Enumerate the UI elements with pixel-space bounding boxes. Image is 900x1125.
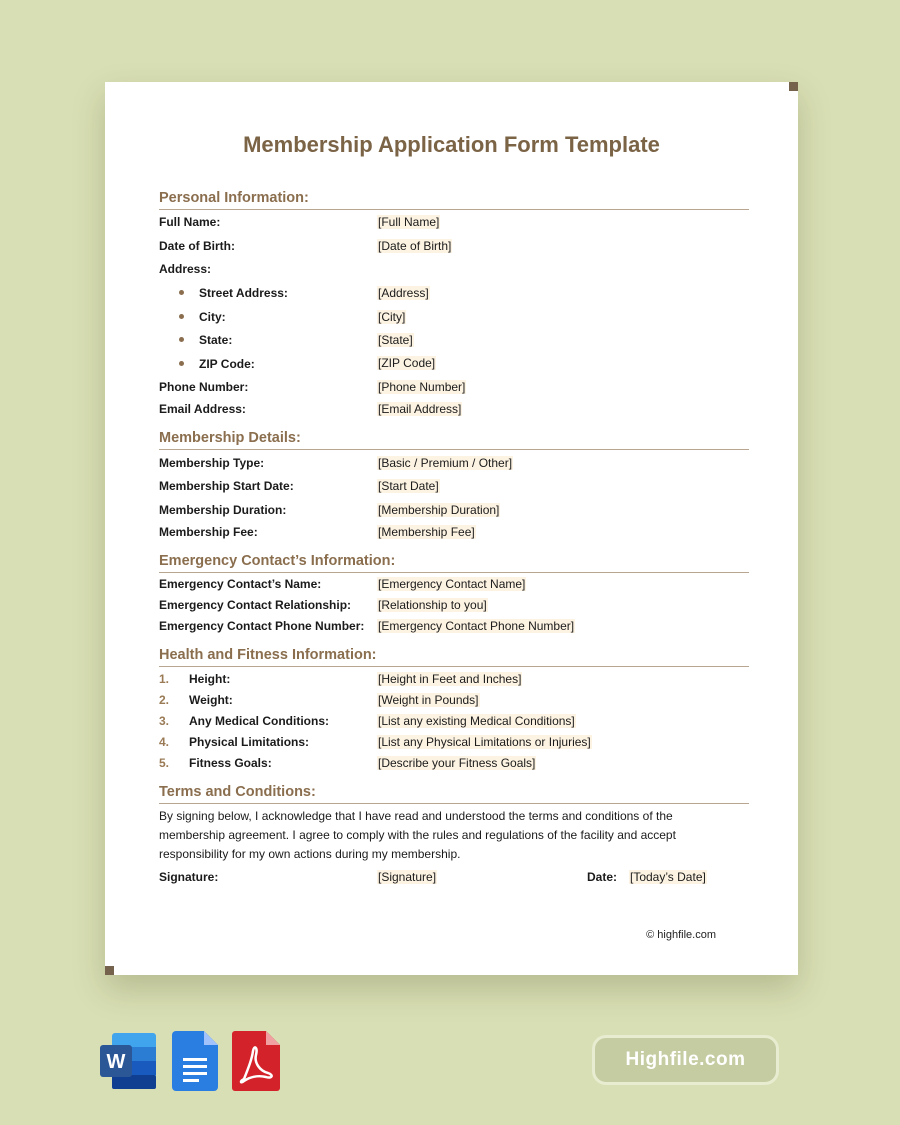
date-field[interactable]: [Today’s Date] (630, 870, 706, 884)
bullet-icon (179, 290, 184, 295)
signature-label: Signature: (159, 870, 219, 884)
date-label: Date: (587, 870, 618, 884)
word-letter: W (106, 1051, 126, 1073)
list-number: 4. (159, 735, 170, 749)
section-heading-emergency: Emergency Contact’s Information: (159, 553, 749, 573)
section-heading-personal: Personal Information: (159, 190, 749, 210)
phone-field[interactable]: [Phone Number] (378, 380, 466, 394)
emergency-relationship-field[interactable]: [Relationship to you] (378, 598, 487, 612)
full-name-label: Full Name: (159, 215, 221, 229)
list-number: 3. (159, 714, 170, 728)
list-number: 5. (159, 756, 170, 770)
bullet-icon (179, 337, 184, 342)
emergency-relationship-label: Emergency Contact Relationship: (159, 598, 352, 612)
weight-field[interactable]: [Weight in Pounds] (378, 693, 479, 707)
emergency-phone-field[interactable]: [Emergency Contact Phone Number] (378, 619, 575, 633)
state-field[interactable]: [State] (378, 333, 413, 347)
signature-field[interactable]: [Signature] (378, 870, 437, 884)
fitness-goals-field[interactable]: [Describe your Fitness Goals] (378, 756, 536, 770)
list-number: 2. (159, 693, 170, 707)
phone-label: Phone Number: (159, 380, 249, 394)
section-heading-health: Health and Fitness Information: (159, 647, 749, 667)
membership-fee-field[interactable]: [Membership Fee] (378, 525, 475, 539)
medical-conditions-label: Any Medical Conditions: (189, 714, 330, 728)
corner-marker (105, 966, 114, 975)
section-heading-membership: Membership Details: (159, 430, 749, 450)
membership-duration-field[interactable]: [Membership Duration] (378, 503, 500, 517)
highfile-badge[interactable]: Highfile.com (592, 1035, 779, 1085)
google-docs-icon[interactable] (172, 1031, 218, 1091)
physical-limitations-field[interactable]: [List any Physical Limitations or Injuries] (378, 735, 591, 749)
page-title: Membership Application Form Template (243, 132, 660, 157)
medical-conditions-field[interactable]: [List any existing Medical Conditions] (378, 714, 575, 728)
height-field[interactable]: [Height in Feet and Inches] (378, 672, 522, 686)
document-page (105, 82, 798, 975)
email-label: Email Address: (159, 402, 246, 416)
corner-marker (789, 82, 798, 91)
pdf-icon[interactable] (232, 1031, 280, 1091)
membership-start-field[interactable]: [Start Date] (378, 479, 439, 493)
physical-limitations-label: Physical Limitations: (189, 735, 310, 749)
membership-type-label: Membership Type: (159, 456, 265, 470)
street-label: Street Address: (199, 286, 288, 300)
list-number: 1. (159, 672, 170, 686)
state-label: State: (199, 333, 233, 347)
membership-duration-label: Membership Duration: (159, 503, 287, 517)
membership-type-field[interactable]: [Basic / Premium / Other] (378, 456, 513, 470)
height-label: Height: (189, 672, 231, 686)
emergency-phone-label: Emergency Contact Phone Number: (159, 619, 365, 633)
bullet-icon (179, 361, 184, 366)
copyright-footer: © highfile.com (646, 929, 716, 941)
city-field[interactable]: [City] (378, 310, 406, 324)
zip-field[interactable]: [ZIP Code] (378, 356, 436, 370)
emergency-name-label: Emergency Contact’s Name: (159, 577, 322, 591)
membership-start-label: Membership Start Date: (159, 479, 294, 493)
weight-label: Weight: (189, 693, 233, 707)
membership-fee-label: Membership Fee: (159, 525, 258, 539)
emergency-name-field[interactable]: [Emergency Contact Name] (378, 577, 526, 591)
section-heading-terms: Terms and Conditions: (159, 784, 749, 804)
fitness-goals-label: Fitness Goals: (189, 756, 272, 770)
dob-field[interactable]: [Date of Birth] (378, 239, 452, 253)
address-label: Address: (159, 262, 212, 276)
terms-paragraph: By signing below, I acknowledge that I have read and understood the terms and conditions of the membership agreement. I agree to comply with the rules and regulations of the facility and accept responsibility for my own actions during my membership. (159, 809, 676, 861)
word-icon[interactable] (100, 1031, 158, 1091)
dob-label: Date of Birth: (159, 239, 235, 253)
city-label: City: (199, 310, 226, 324)
zip-label: ZIP Code: (199, 357, 255, 371)
street-field[interactable]: [Address] (378, 286, 429, 300)
bullet-icon (179, 314, 184, 319)
email-field[interactable]: [Email Address] (378, 402, 462, 416)
full-name-field[interactable]: [Full Name] (378, 215, 440, 229)
